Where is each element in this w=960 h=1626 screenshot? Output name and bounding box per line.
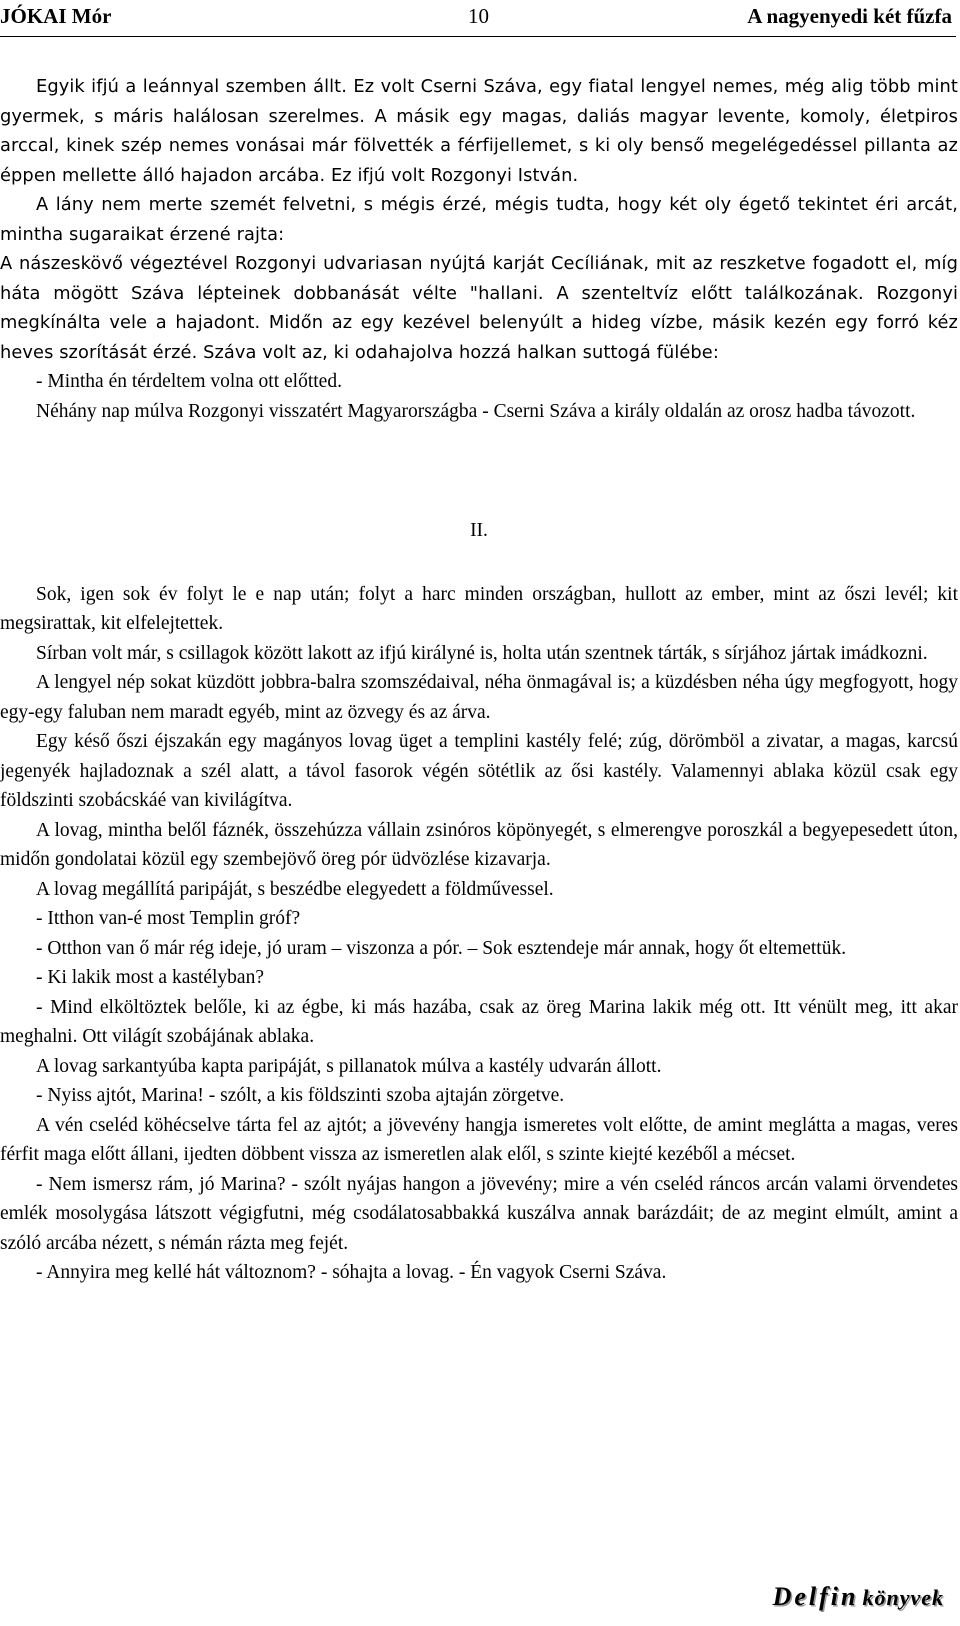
- header-book-title: A nagyenyedi két fűzfa: [747, 4, 952, 28]
- publisher-logo: [773, 1582, 944, 1612]
- paragraph: A lány nem merte szemét felvetni, s mégis érzé, mégis tudta, hogy két oly égető tekintet éri arcát, mintha sugaraikat érzené rajta:: [0, 194, 958, 245]
- paragraph: A lengyel nép sokat küzdött jobbra-balra szomszédaival, néha önmagával is; a küzdésben néha úgy megfogyott, hogy egy-egy faluban nem maradt egyéb, mint az özvegy és az árva.: [0, 672, 958, 723]
- dialogue-line: - Otthon van ő már rég ideje, jó uram – viszonza a pór. – Sok esztendeje már annak, hogy őt eltemettük.: [36, 937, 847, 959]
- paragraph: Néhány nap múlva Rozgonyi visszatért Magyarországba - Cserni Száva a király oldalán az orosz hadba távozott.: [36, 400, 916, 422]
- page-body: [0, 72, 958, 1288]
- paragraph: Sok, igen sok év folyt le e nap után; folyt a harc minden országban, hullott az ember, mint az őszi levél; kit megsirattak, kit elfelejtettek.: [0, 583, 958, 634]
- paragraph: Egyik ifjú a leánnyal szemben állt. Ez volt Cserni Száva, egy fiatal lengyel nemes, még alig több mint gyermek, s máris halálosan szerelmes. A másik egy magas, daliás magyar levente, komoly, életpiros arccal, kinek szép nemes vonásai már fölvették a férfijellemet, s ki oly benső megelégedéssel pillanta az éppen mellette álló hajadon arcába. Ez ifjú volt Rozgonyi István.: [0, 76, 958, 186]
- header-page-number: 10: [468, 4, 489, 28]
- dialogue-line: - Nem ismersz rám, jó Marina? - szólt nyájas hangon a jövevény; mire a vén cseléd ráncos arcán valami örvendetes emlék mosolygása látszott végigfutni, még csodálatosabbakká kuszálva annak barázdáit; de az megint elmúlt, amint a szóló arcába nézett, s némán rázta meg fejét.: [0, 1173, 958, 1254]
- paragraph: A vén cseléd köhécselve tárta fel az ajtót; a jövevény hangja ismeretes volt előtte, de amint meglátta a magas, veres férfit maga előtt állani, ijedten döbbent vissza az ismeretlen alak elől, s szinte kiejté kezéből a mécset.: [0, 1114, 958, 1165]
- dialogue-line: - Nyiss ajtót, Marina! - szólt, a kis földszinti szoba ajtaján zörgetve.: [36, 1085, 565, 1106]
- dialogue-line: - Mind elköltöztek belőle, ki az égbe, ki más hazába, csak az öreg Marina lakik még ott. Itt vénült meg, itt akar meghalni. Ott világít szobájának ablaka.: [0, 996, 958, 1047]
- dialogue-line: - Itthon van-é most Templin gróf?: [36, 908, 301, 929]
- paragraph: Egy késő őszi éjszakán egy magányos lovag üget a templini kastély felé; zúg, dörömböl a zivatar, a magas, karcsú jegenyék hajladoznak a szél alatt, a távol fasorok végén sötétlik az ősi kastély. Valamennyi ablaka közül csak egy földszinti szobácskáé van kivilágítva.: [0, 731, 958, 811]
- page-header: [0, 0, 956, 37]
- publisher-brand: Delfin: [772, 1582, 859, 1611]
- section-spacer: [0, 426, 958, 516]
- paragraph: A lovag sarkantyúba kapta paripáját, s pillanatok múlva a kastély udvarán állott.: [36, 1055, 662, 1077]
- dialogue-line: - Ki lakik most a kastélyban?: [36, 967, 264, 988]
- paragraph: A lovag megállítá paripáját, s beszédbe elegyedett a földművessel.: [36, 878, 554, 900]
- paragraph: - Mintha én térdeltem volna ott előtted.: [36, 371, 342, 392]
- dialogue-line: - Annyira meg kellé hát változnom? - sóhajta a lovag. - Én vagyok Cserni Száva.: [36, 1262, 667, 1283]
- paragraph: A nászeskövő végeztével Rozgonyi udvariasan nyújtá karját Cecíliának, mit az reszketve fogadott el, míg háta mögött Száva lépteinek dobbanását vélte "hallani. A szenteltvíz előtt találkozának. Rozgonyi megkínálta vele a hajadont. Midőn az egy kezével belenyúlt a hideg vízbe, másik kezén egy forró kéz heves szorítását érzé. Száva volt az, ki odahajolva hozzá halkan suttogá fülébe:: [0, 253, 958, 363]
- chapter-heading: II.: [470, 520, 488, 541]
- paragraph: Sírban volt már, s csillagok között lakott az ifjú királyné is, holta után szentnek tárták, s sírjához jártak imádkozni.: [36, 642, 928, 664]
- paragraph: A lovag, mintha belől fáznék, összehúzza vállain zsinóros köpönyegét, s elmerengve poroszkál a begyepesedett úton, midőn gondolatai közül egy szembejövő öreg pór üdvözlése kizavarja.: [0, 819, 958, 870]
- header-author: JÓKAI Mór: [0, 4, 112, 28]
- publisher-brand-sub: könyvek: [862, 1585, 944, 1610]
